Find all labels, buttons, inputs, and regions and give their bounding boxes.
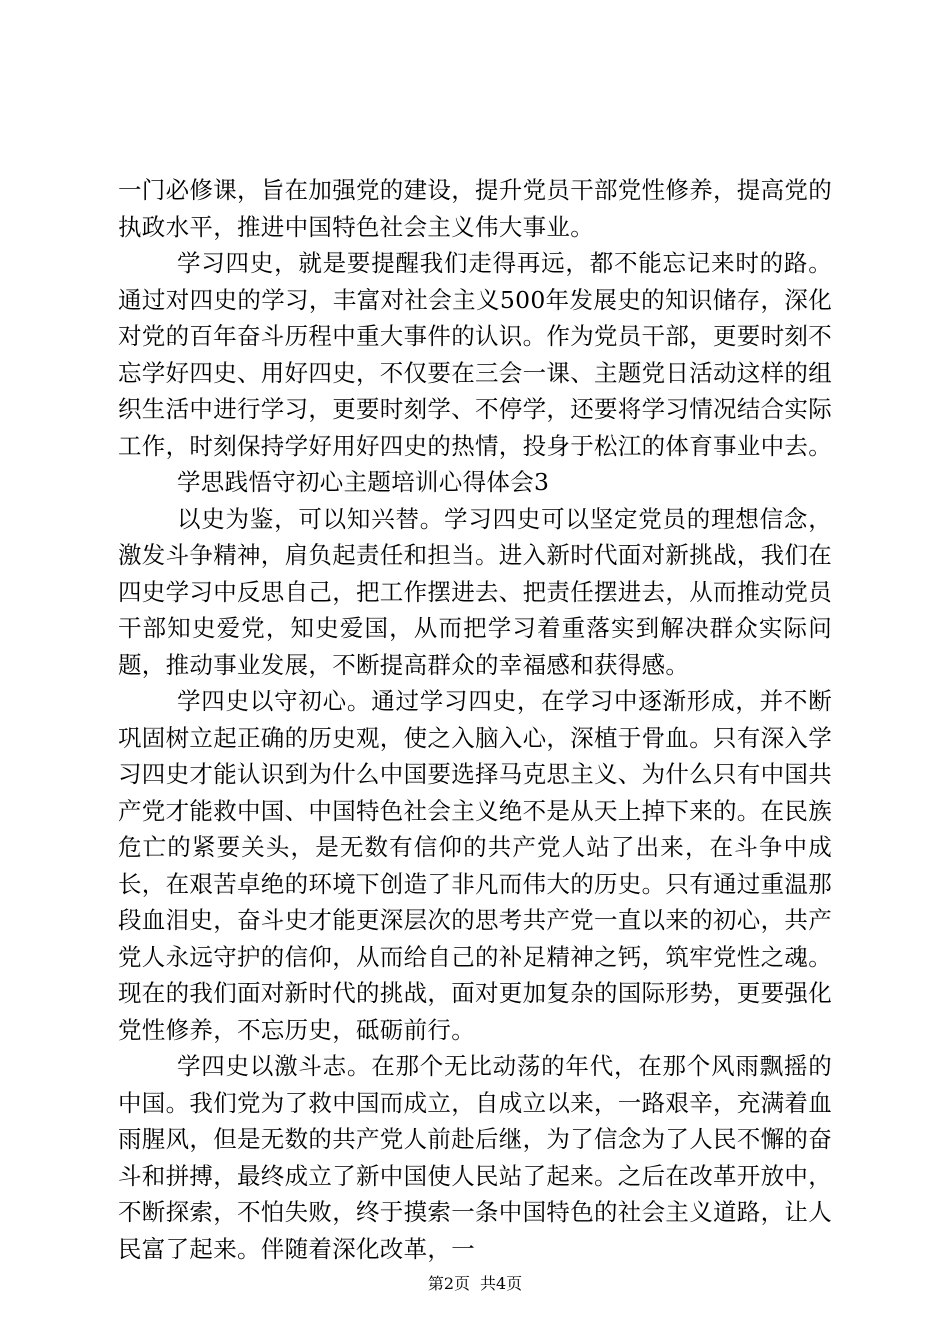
paragraph-5: 学四史以激斗志。在那个无比动荡的年代，在那个风雨飘摇的中国。我们党为了救中国而成立，自成立以来，一路艰辛，充满着血雨腥风，但是无数的共产党人前赴后继，为了信念为了人民不懈的奋斗和拼搏，最终成立了新中国使人民站了起来。之后在改革开放中，不断探索，不怕失败，终于摸索一条中国特色的社会主义道路，让人民富了起来。伴随着深化改革，一 — [118, 1052, 832, 1263]
page-footer — [0, 1274, 950, 1294]
paragraph-1: 一门必修课，旨在加强党的建设，提升党员干部党性修养，提高党的执政水平，推进中国特色社会主义伟大事业。 — [118, 176, 832, 241]
page-number: 第2页 — [427, 1274, 470, 1293]
paragraph-2: 学习四史，就是要提醒我们走得再远，都不能忘记来时的路。通过对四史的学习，丰富对社会主义500年发展史的知识储存，深化对党的百年奋斗历程中重大事件的认识。作为党员干部，更要时刻不忘学好四史、用好四史，不仅要在三会一课、主题党日活动这样的组织生活中进行学习，更要时刻学、不停学，还要将学习情况结合实际工作，时刻保持学好用好四史的热情，投身于松江的体育事业中去。 — [118, 249, 832, 460]
document-body — [118, 172, 832, 1267]
section-heading: 学思践悟守初心主题培训心得体会3 — [177, 468, 550, 496]
paragraph-3: 以史为鉴，可以知兴替。学习四史可以坚定党员的理想信念，激发斗争精神，肩负起责任和担当。进入新时代面对新挑战，我们在四史学习中反思自己，把工作摆进去、把责任摆进去，从而推动党员干部知史爱党，知史爱国，从而把学习着重落实到解决群众实际问题，推动事业发展，不断提高群众的幸福感和获得感。 — [118, 504, 832, 679]
page-total: 共4页 — [480, 1274, 523, 1293]
paragraph-4: 学四史以守初心。通过学习四史，在学习中逐渐形成，并不断巩固树立起正确的历史观，使之入脑入心，深植于骨血。只有深入学习四史才能认识到为什么中国要选择马克思主义、为什么只有中国共产党才能救中国、中国特色社会主义绝不是从天上掉下来的。在民族危亡的紧要关头，是无数有信仰的共产党人站了出来，在斗争中成长，在艰苦卓绝的环境下创造了非凡而伟大的历史。只有通过重温那段血泪史，奋斗史才能更深层次的思考共产党一直以来的初心，共产党人永远守护的信仰，从而给自己的补足精神之钙，筑牢党性之魂。现在的我们面对新时代的挑战，面对更加复杂的国际形势，更要强化党性修养，不忘历史，砥砺前行。 — [118, 687, 832, 1044]
